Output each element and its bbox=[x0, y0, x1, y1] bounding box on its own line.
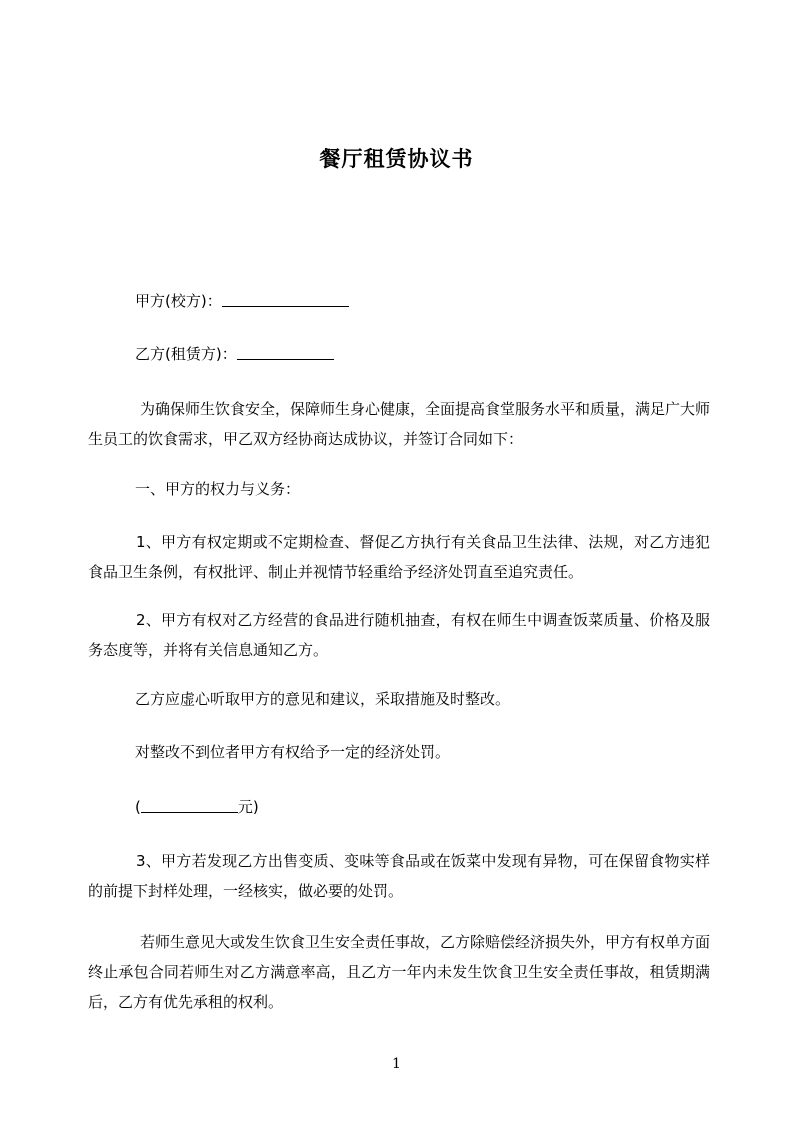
clause-2-note-1: 乙方应虚心听取甲方的意见和建议，采取措施及时整改。 bbox=[135, 690, 511, 708]
clause-3-note: 若师生意见大或发生饮食卫生安全责任事故，乙方除赔偿经济损失外，甲方有权单方面终止承包合同若师生对乙方满意率高，且乙方一年内未发生饮食卫生安全责任事故，租赁期满后，乙方有优先承租的权利。 bbox=[88, 933, 711, 1011]
penalty-amount-line bbox=[135, 792, 259, 822]
party-b-line bbox=[135, 339, 334, 369]
document-title: 餐厅租赁协议书 bbox=[319, 147, 474, 171]
penalty-close: 元) bbox=[237, 798, 259, 816]
section1-heading: 一、甲方的权力与义务： bbox=[135, 480, 301, 498]
party-a-line bbox=[135, 286, 349, 316]
party-b-label: 乙方(租赁方)： bbox=[135, 345, 237, 363]
party-a-label: 甲方(校方)： bbox=[135, 292, 222, 310]
clause-2-note-2: 对整改不到位者甲方有权给予一定的经济处罚。 bbox=[135, 743, 451, 761]
penalty-amount-blank bbox=[141, 798, 238, 813]
party-b-blank bbox=[237, 345, 334, 360]
intro-paragraph: 为确保师生饮食安全，保障师生身心健康，全面提高食堂服务水平和质量，满足广大师生员工的饮食需求，甲乙双方经协商达成协议，并签订合同如下： bbox=[88, 400, 711, 448]
penalty-open: ( bbox=[135, 798, 141, 816]
clause-2: 2、甲方有权对乙方经营的食品进行随机抽查，有权在师生中调查饭菜质量、价格及服务态度等，并将有关信息通知乙方。 bbox=[88, 611, 710, 659]
clause-3: 3、甲方若发现乙方出售变质、变味等食品或在饭菜中发现有异物，可在保留食物实样的前提下封样处理，一经核实，做必要的处罚。 bbox=[88, 852, 710, 900]
party-a-blank bbox=[222, 292, 349, 307]
clause-1: 1、甲方有权定期或不定期检查、督促乙方执行有关食品卫生法律、法规，对乙方违犯食品卫生条例，有权批评、制止并视情节轻重给予经济处罚直至追究责任。 bbox=[88, 533, 710, 581]
page-number: 1 bbox=[392, 1056, 401, 1072]
